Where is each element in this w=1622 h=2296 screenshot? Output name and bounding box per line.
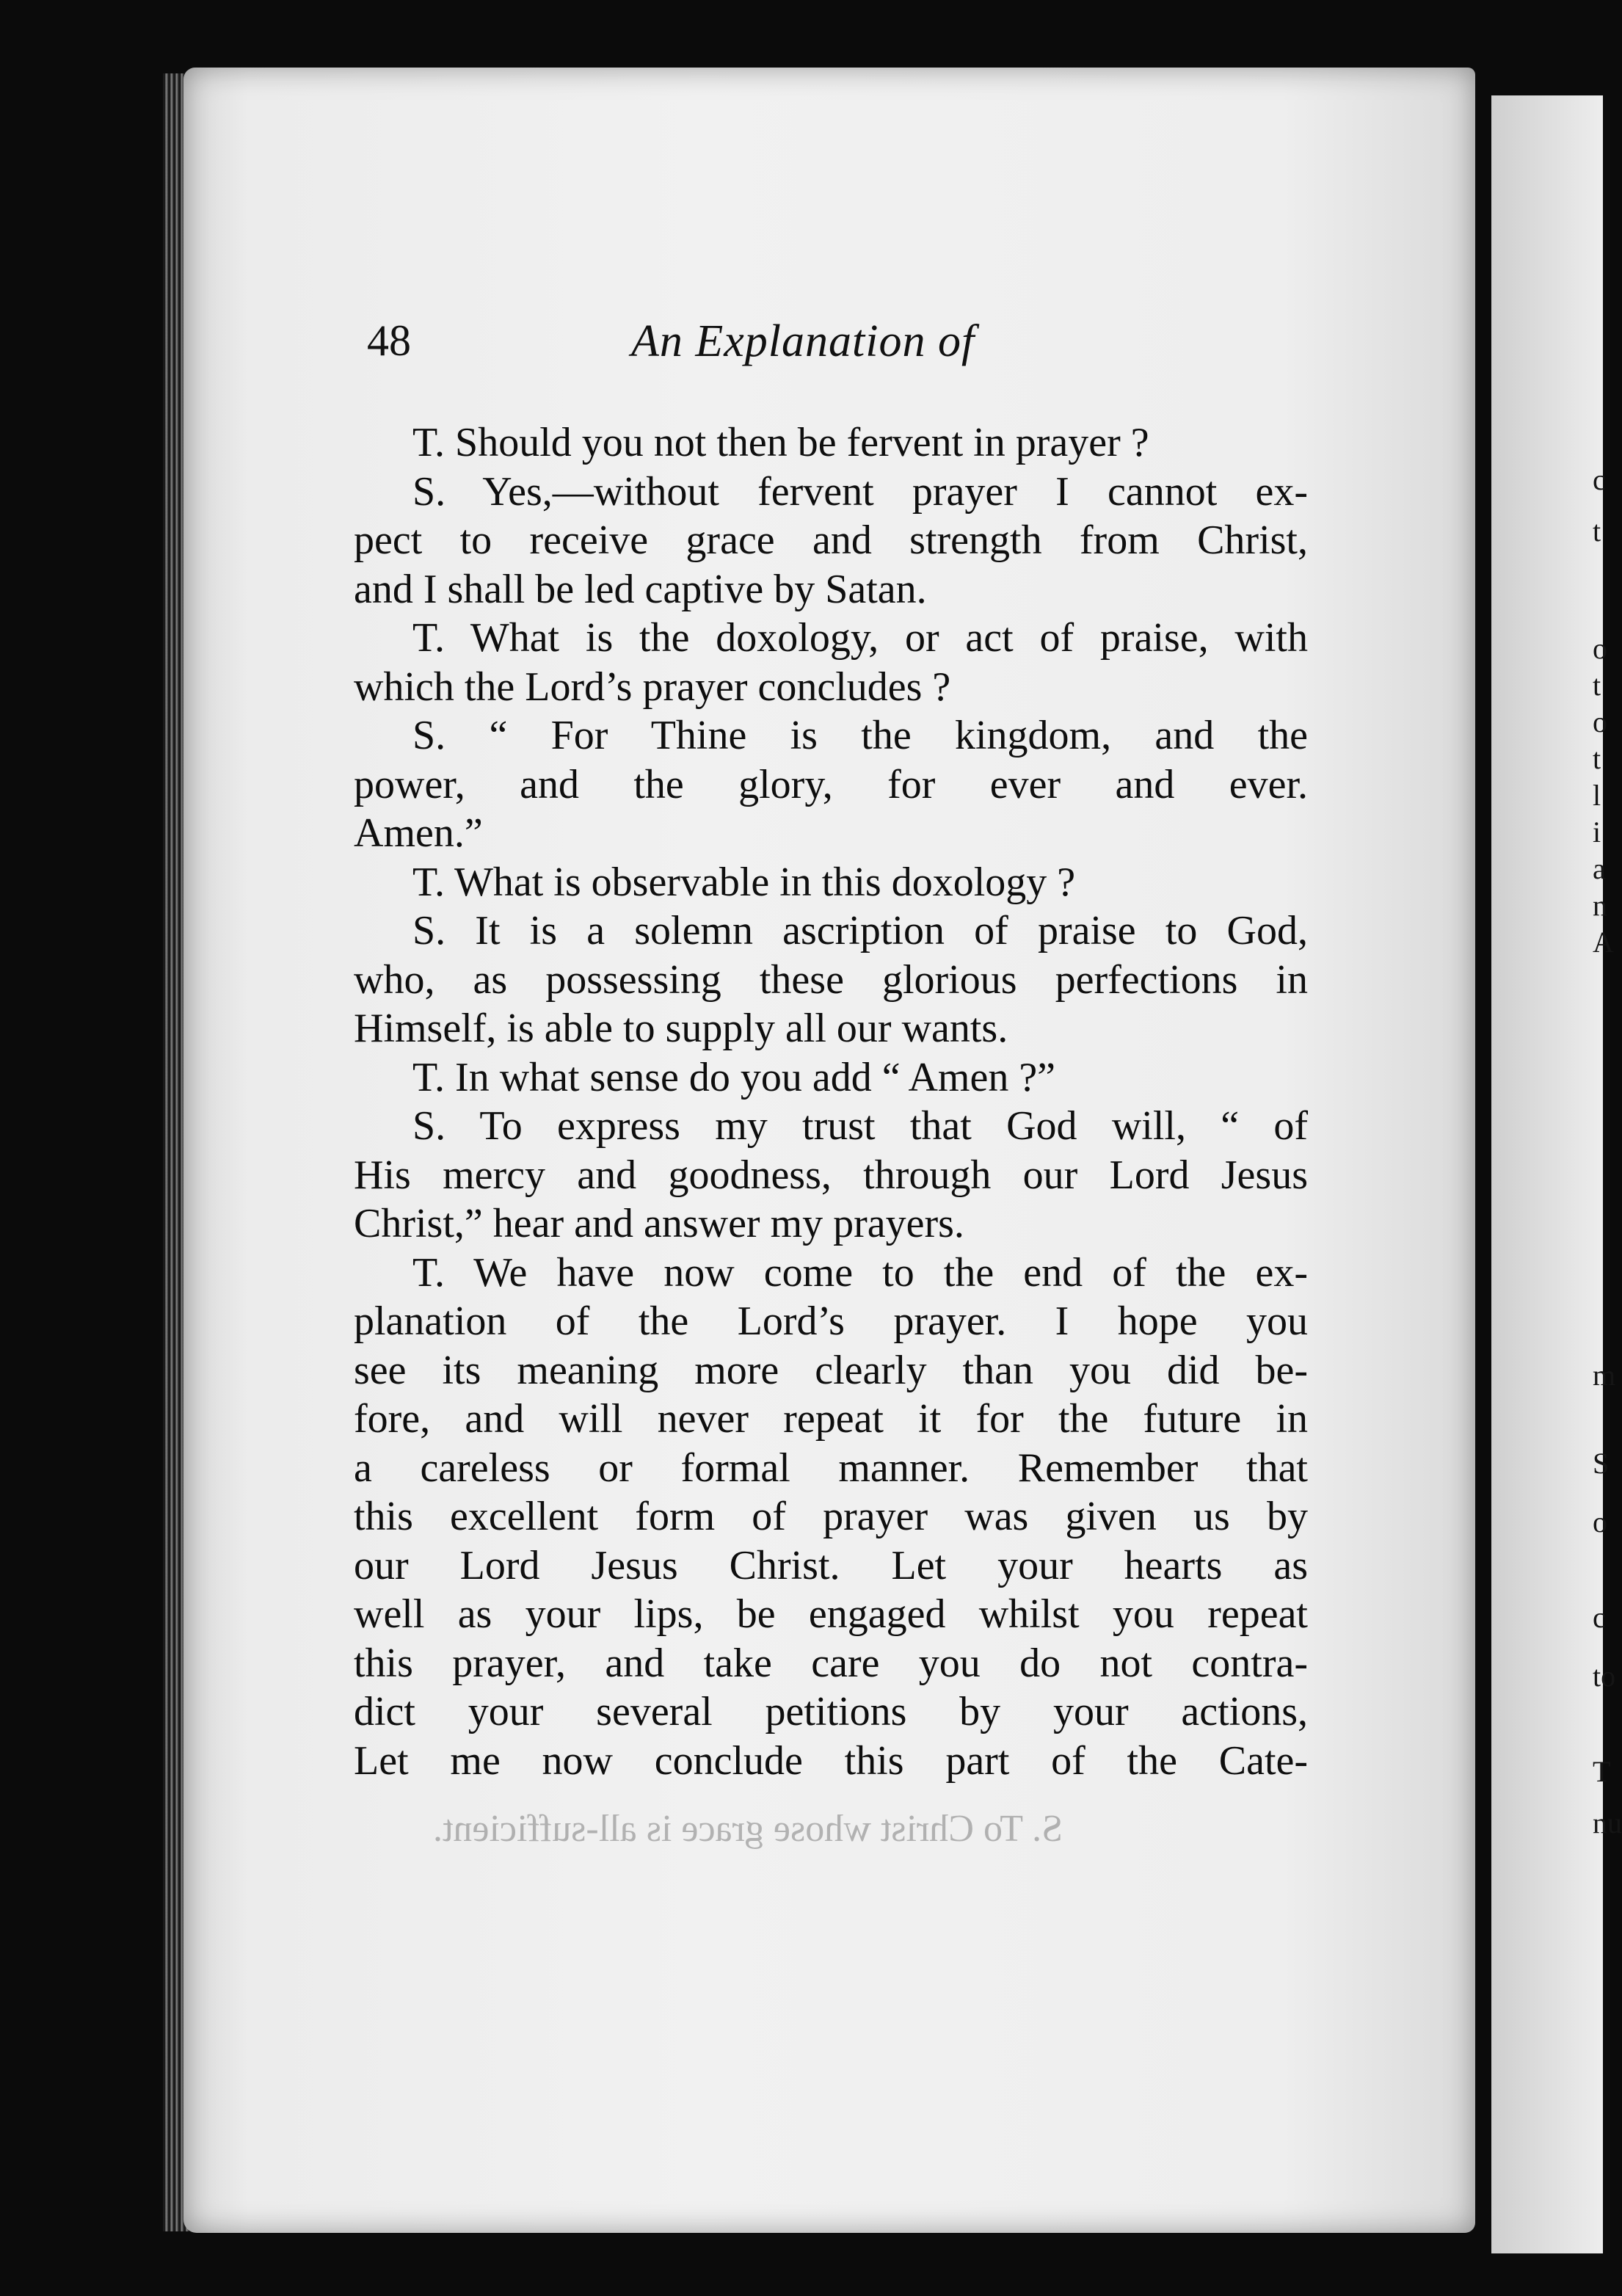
text-line: T. What is the doxology, or act of praise, with: [412, 615, 1308, 661]
text-line: Amen.”: [354, 810, 483, 856]
text-line: dict your several petitions by your actions,: [354, 1689, 1308, 1734]
text-line: this excellent form of prayer was given us by: [354, 1494, 1308, 1539]
page-number: 48: [367, 316, 411, 365]
text-line: a careless or formal manner. Remember that: [354, 1445, 1308, 1491]
facing-page-fragment: t: [1593, 669, 1601, 702]
page-header: [367, 316, 1321, 382]
text-line: see its meaning more clearly than you did be-: [354, 1347, 1308, 1393]
text-line: T. In what sense do you add “ Amen ?”: [412, 1054, 1056, 1100]
facing-page: [1491, 95, 1622, 2253]
facing-page-fragment: o: [1593, 705, 1607, 738]
text-line: T. We have now come to the end of the ex-: [412, 1249, 1308, 1296]
text-line: this prayer, and take care you do not contra-: [354, 1640, 1308, 1686]
text-line: our Lord Jesus Christ. Let your hearts as: [354, 1542, 1308, 1588]
facing-page-fragment: a: [1593, 852, 1606, 885]
text-line: His mercy and goodness, through our Lord Jesus: [354, 1152, 1308, 1198]
body-text: [354, 418, 1308, 1785]
facing-page-fragment: n: [1593, 889, 1607, 922]
text-line: S. To express my trust that God will, “ of: [412, 1103, 1308, 1149]
bleed-through-text: S. To Christ whose grace is all-sufficient.: [433, 1808, 1063, 1850]
text-line: fore, and will never repeat it for the future in: [354, 1396, 1308, 1442]
facing-page-fragment: m: [1593, 1359, 1616, 1392]
facing-page-fragment: to: [1593, 1660, 1616, 1693]
text-line: T. Should you not then be fervent in prayer ?: [412, 420, 1149, 465]
text-line: well as your lips, be engaged whilst you repeat: [354, 1591, 1308, 1637]
text-line: power, and the glory, for ever and ever.: [354, 761, 1308, 807]
text-line: planation of the Lord’s prayer. I hope you: [354, 1298, 1308, 1344]
running-title: An Explanation of: [631, 316, 975, 366]
facing-page-fragment: t: [1593, 515, 1601, 548]
facing-page-fragment: S: [1593, 1447, 1610, 1480]
text-line: Himself, is able to supply all our wants.: [354, 1006, 1008, 1051]
facing-page-fragment: o: [1593, 632, 1607, 665]
text-line: Christ,” hear and answer my prayers.: [354, 1201, 964, 1246]
facing-page-fragment: c: [1593, 463, 1606, 496]
facing-page-fragment: l: [1593, 779, 1601, 812]
text-line: S. “ For Thine is the kingdom, and the: [412, 713, 1308, 758]
text-line: who, as possessing these glorious perfections in: [354, 956, 1308, 1003]
facing-page-fragment: T: [1593, 1755, 1611, 1788]
text-line: Let me now conclude this part of the Cate-: [354, 1737, 1308, 1784]
text-line: and I shall be led captive by Satan.: [354, 566, 927, 612]
text-line: T. What is observable in this doxology ?: [412, 859, 1076, 905]
facing-page-fragment: o: [1593, 1505, 1607, 1538]
text-line: S. Yes,—without fervent prayer I cannot ex-: [412, 468, 1308, 515]
facing-page-fragment: i: [1593, 815, 1601, 849]
text-line: which the Lord’s prayer concludes ?: [354, 664, 951, 710]
facing-page-fragment: t: [1593, 742, 1601, 775]
facing-page-fragment: c: [1593, 1601, 1606, 1634]
facing-page-fragment: nu: [1593, 1806, 1622, 1839]
text-line: S. It is a solemn ascription of praise to God,: [412, 908, 1308, 953]
text-line: pect to receive grace and strength from Christ,: [354, 517, 1308, 563]
facing-page-fragment: A: [1593, 926, 1614, 959]
